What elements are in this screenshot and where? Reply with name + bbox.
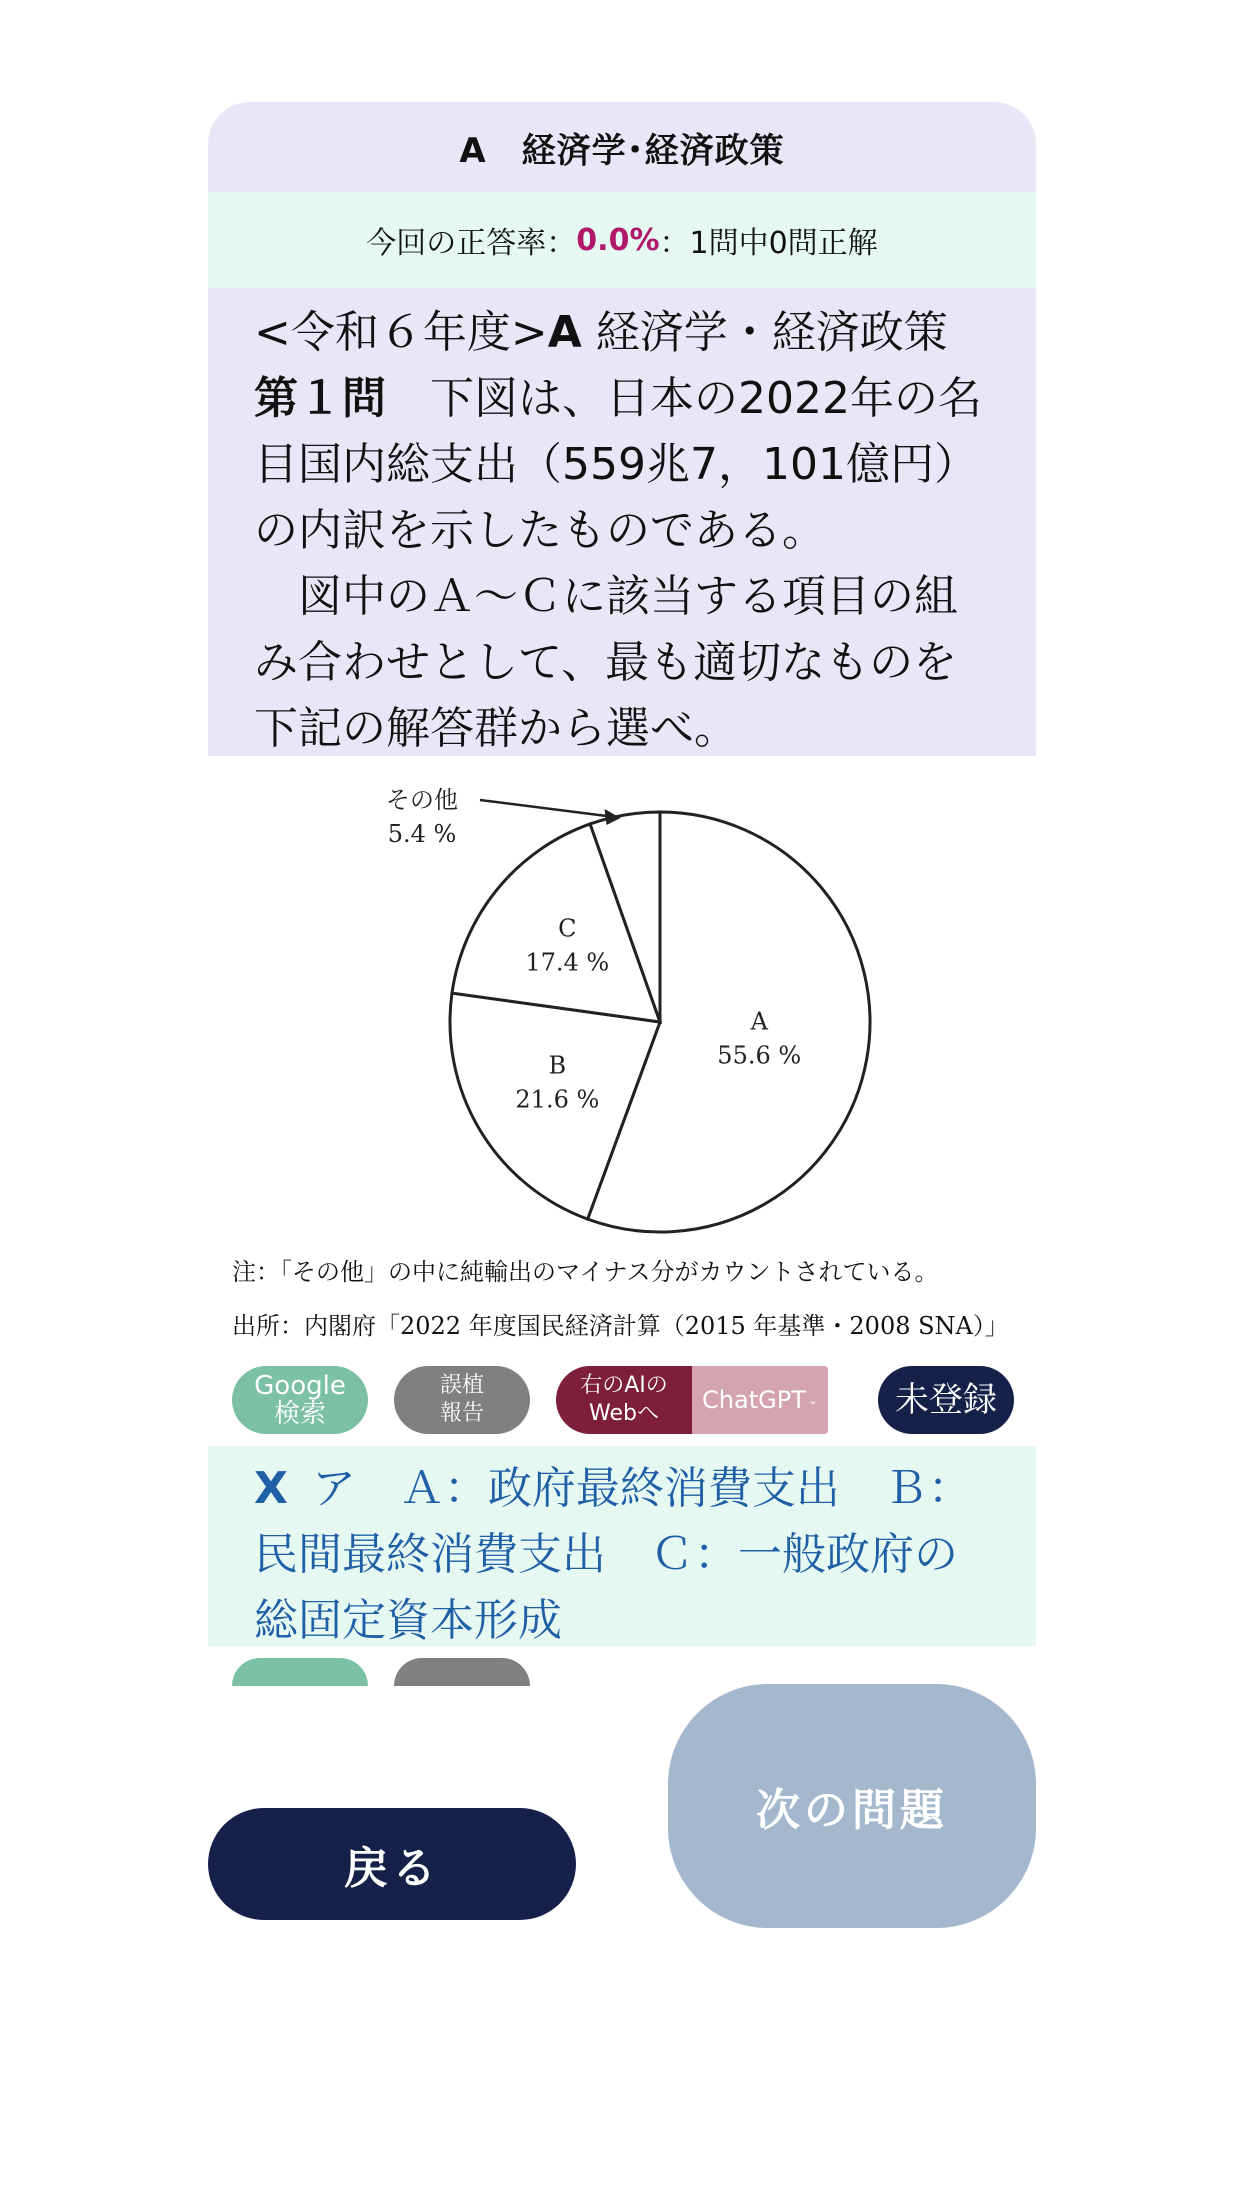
unregistered-button[interactable] [878,1366,1014,1434]
open-ai-web-button[interactable] [556,1366,692,1434]
question-text [208,288,1036,756]
typo-report-button[interactable] [394,1366,530,1434]
slice-value-label: 17.4 % [525,948,610,977]
chart-source: 出所：内閣府「2022 年度国民経済計算（2015 年基準・2008 SNA）」 [232,1312,1009,1340]
answer-text: ア Ａ：政府最終消費支出 Ｂ：民間最終消費支出 Ｃ：一般政府の総固定資本形成 [254,1463,972,1646]
back-button[interactable]: 戻る [208,1808,576,1920]
question-card [208,102,1036,1646]
slice-label: C [558,914,577,943]
slice-value-label: 21.6 % [515,1085,600,1114]
chevron-down-icon: ⌄ [807,1393,818,1407]
callout-line [480,800,615,817]
typo-report-label: 誤植 報告 [439,1373,484,1426]
answer-box [208,1446,1036,1646]
slice-label: その他 [386,786,458,814]
slice-label: B [548,1051,567,1080]
score-label: 今回の正答率： [366,226,577,261]
google-search-button[interactable] [232,1366,368,1434]
ai-select-value: ChatGPT [702,1386,806,1414]
slice-value-label: 5.4 % [387,820,457,848]
pie-chart-figure [208,756,1036,1366]
question-year: <令和６年度> [254,307,548,358]
open-ai-web-label: 右のAIの Webへ [580,1373,668,1426]
question-number: 第１問 [254,373,386,424]
question-subject-code: A [547,307,582,358]
google-search-label: Google 検索 [254,1371,346,1429]
next-question-button[interactable]: 次の問題 [668,1684,1036,1928]
score-detail: ：1問中0問正解 [659,226,878,261]
question-subject: 経済学・経済政策 [581,307,948,358]
score-percent: 0.0% [576,222,660,258]
ai-select[interactable] [692,1366,828,1434]
exam-title: A 経済学･経済政策 [208,102,1036,192]
google-search-button-peek [232,1658,368,1686]
slice-value-label: 55.6 % [717,1041,802,1070]
typo-report-button-peek [394,1658,530,1686]
unregistered-label: 未登録 [895,1380,997,1420]
incorrect-mark: X [254,1463,288,1514]
chart-note: 注：「その他」の中に純輸出のマイナス分がカウントされている。 [232,1258,939,1286]
question-body: 下図は、日本の2022年の名目国内総支出（559兆7，101億円）の内訳を示したものである。 図中のＡ～Ｃに該当する項目の組み合わせとして、最も適切なものを下記の解答群から選べ。 [254,373,982,754]
score-bar [208,192,1036,288]
tool-buttons [208,1366,1036,1446]
slice-label: A [750,1007,768,1036]
